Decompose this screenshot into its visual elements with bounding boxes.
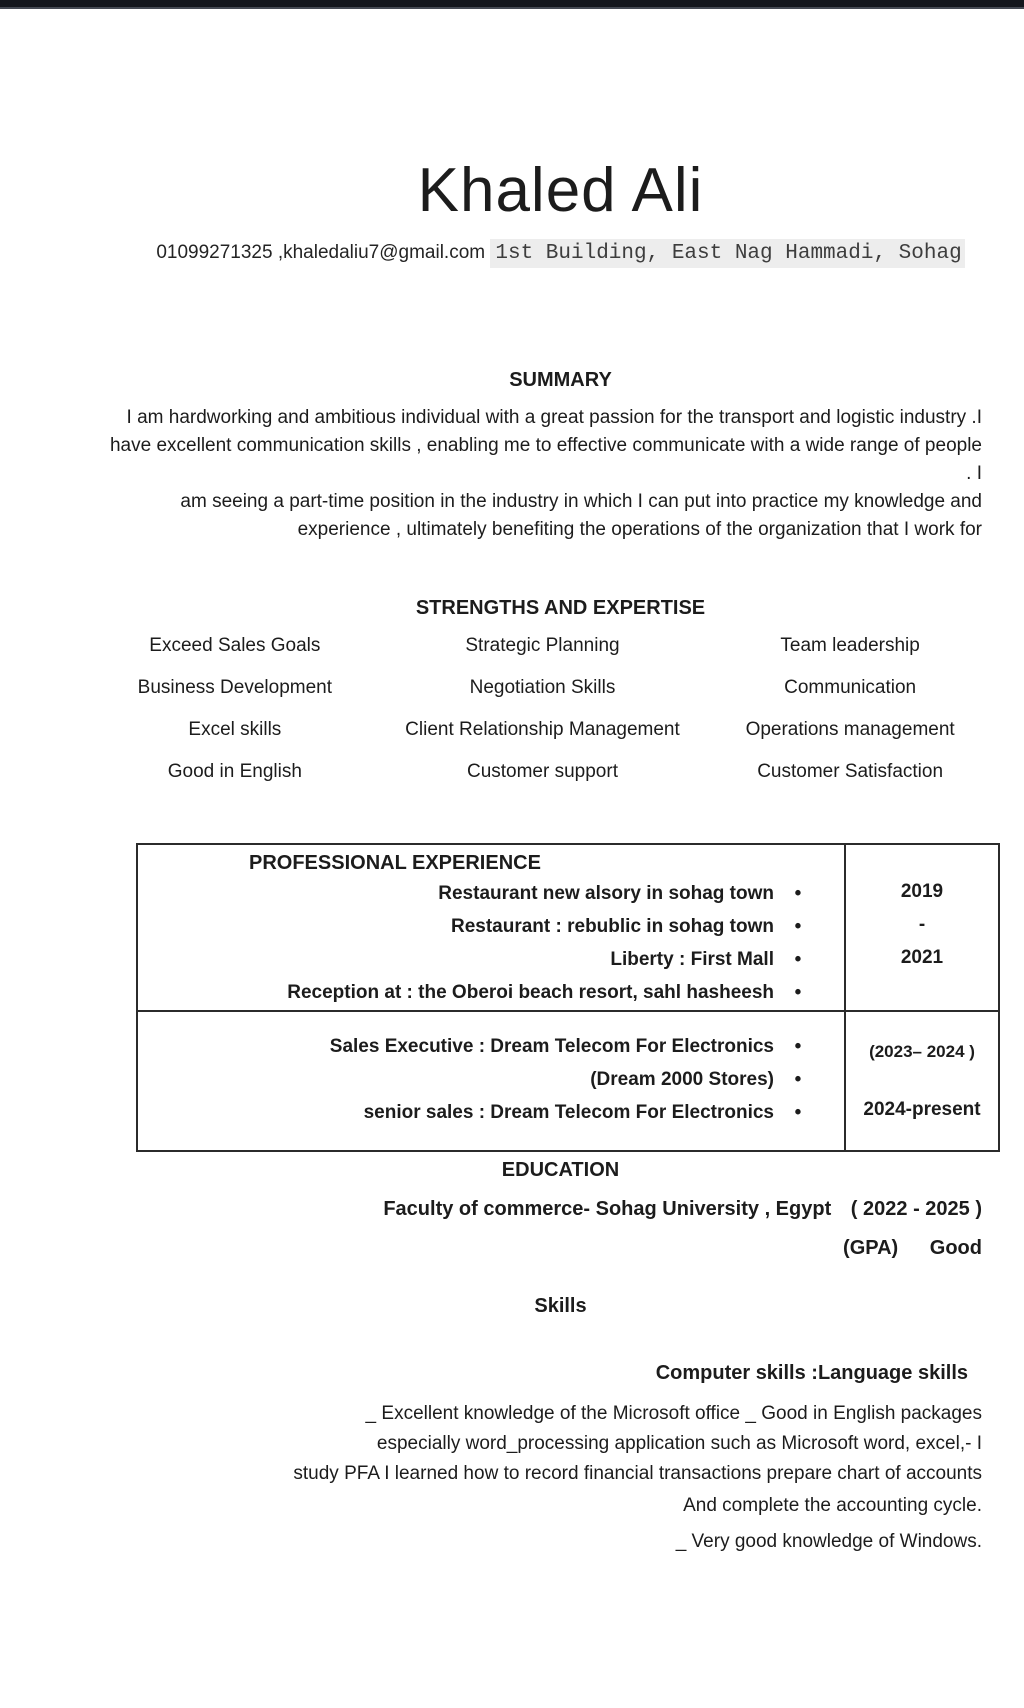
job-title: Liberty : First Mall bbox=[610, 948, 774, 970]
strength-item: Operations management bbox=[745, 719, 955, 740]
skills-subheading: Computer skills :Language skills bbox=[655, 1362, 968, 1384]
skills-line: And complete the accounting cycle. bbox=[683, 1495, 982, 1516]
strength-item: Negotiation Skills bbox=[469, 677, 616, 698]
strength-item: Customer Satisfaction bbox=[757, 761, 944, 782]
summary-line: am seeing a part-time position in the industry in which I can put into practice my knowledge and bbox=[180, 491, 982, 512]
experience-rows bbox=[138, 1014, 844, 1129]
experience-row bbox=[138, 910, 844, 943]
experience-row bbox=[138, 1030, 844, 1063]
experience-jobs-column bbox=[138, 845, 844, 1010]
experience-date-stack bbox=[846, 875, 998, 974]
summary-line: experience , ultimately benefiting the operations of the organization that I work for bbox=[297, 519, 982, 540]
experience-row bbox=[138, 1096, 844, 1129]
strengths-grid bbox=[103, 634, 982, 784]
experience-row bbox=[138, 976, 844, 1009]
strength-item: Client Relationship Management bbox=[405, 719, 680, 740]
experience-date-range: 2024-present bbox=[863, 1099, 981, 1120]
experience-date-range: (2023– 2024 ) bbox=[869, 1042, 975, 1061]
bullet-icon: • bbox=[794, 981, 802, 1003]
experience-section-early bbox=[138, 845, 998, 1012]
summary-heading: SUMMARY bbox=[509, 369, 612, 391]
skills-line: study PFA I learned how to record financial transactions prepare chart of accounts bbox=[293, 1463, 982, 1484]
strength-item: Team leadership bbox=[780, 635, 920, 656]
summary-paragraph bbox=[103, 404, 982, 544]
education-heading: EDUCATION bbox=[501, 1159, 620, 1181]
education-gpa-line bbox=[103, 1235, 982, 1261]
job-title: Sales Executive : Dream Telecom For Electronics bbox=[329, 1035, 774, 1057]
gpa-value: Good bbox=[929, 1237, 982, 1259]
education-dates: ( 2022 - 2025 ) bbox=[850, 1198, 982, 1220]
bullet-icon: • bbox=[794, 1035, 802, 1057]
bullet-icon: • bbox=[794, 1101, 802, 1123]
experience-table bbox=[136, 843, 1000, 1152]
skills-line: _ Very good knowledge of Windows. bbox=[675, 1531, 982, 1552]
job-title: Restaurant new alsory in sohag town bbox=[438, 882, 774, 904]
page-title: Khaled Ali bbox=[417, 156, 704, 225]
job-title: senior sales : Dream Telecom For Electronics bbox=[363, 1101, 774, 1123]
experience-row bbox=[138, 943, 844, 976]
contact-phone-email: 01099271325 ,khaledaliu7@gmail.com bbox=[156, 242, 486, 263]
strength-item: Business Development bbox=[137, 677, 332, 698]
status-bar bbox=[0, 0, 1024, 9]
experience-row bbox=[138, 1063, 844, 1096]
skills-line: especially word_processing application such as Microsoft word, excel,- I bbox=[376, 1433, 982, 1454]
education-institution: Faculty of commerce- Sohag University , Egypt bbox=[383, 1198, 832, 1220]
job-title: Restaurant : rebublic in sohag town bbox=[450, 915, 774, 937]
experience-date: 2021 bbox=[900, 947, 944, 968]
bullet-icon: • bbox=[794, 882, 802, 904]
education-degree-line bbox=[103, 1196, 982, 1222]
contact-line bbox=[139, 238, 982, 269]
experience-date: - bbox=[918, 914, 926, 935]
gpa-label: (GPA) bbox=[843, 1237, 899, 1259]
strength-item: Exceed Sales Goals bbox=[149, 635, 321, 656]
experience-rows bbox=[138, 877, 844, 1009]
job-title: Reception at : the Oberoi beach resort, sahl hasheesh bbox=[287, 981, 774, 1003]
strength-item: Communication bbox=[784, 677, 917, 698]
strength-item: Excel skills bbox=[188, 719, 282, 740]
experience-heading: PROFESSIONAL EXPERIENCE bbox=[249, 852, 541, 874]
skills-heading: Skills bbox=[534, 1295, 587, 1317]
experience-date: 2019 bbox=[900, 881, 944, 902]
bullet-icon: • bbox=[794, 915, 802, 937]
experience-dates-column bbox=[844, 1012, 998, 1150]
strengths-heading: STRENGTHS AND EXPERTISE bbox=[415, 597, 706, 619]
skills-paragraph bbox=[103, 1399, 982, 1557]
summary-line: have excellent communication skills , enabling me to effective communicate with a wide range of people . I bbox=[109, 435, 982, 484]
strength-item: Customer support bbox=[466, 761, 618, 782]
bullet-icon: • bbox=[794, 1068, 802, 1090]
strength-item: Strategic Planning bbox=[465, 635, 620, 656]
experience-section-recent bbox=[138, 1012, 998, 1150]
experience-row bbox=[138, 877, 844, 910]
experience-jobs-column bbox=[138, 1012, 844, 1150]
experience-dates-column bbox=[844, 845, 998, 1010]
skills-line: _ Excellent knowledge of the Microsoft office _ Good in English packages bbox=[365, 1403, 982, 1424]
strength-item: Good in English bbox=[167, 761, 302, 782]
contact-address: 1st Building, East Nag Hammadi, Sohag bbox=[490, 239, 964, 268]
summary-line: I am hardworking and ambitious individual with a great passion for the transport and logistic industry .I bbox=[126, 407, 982, 428]
bullet-icon: • bbox=[794, 948, 802, 970]
job-title: (Dream 2000 Stores) bbox=[590, 1068, 774, 1090]
